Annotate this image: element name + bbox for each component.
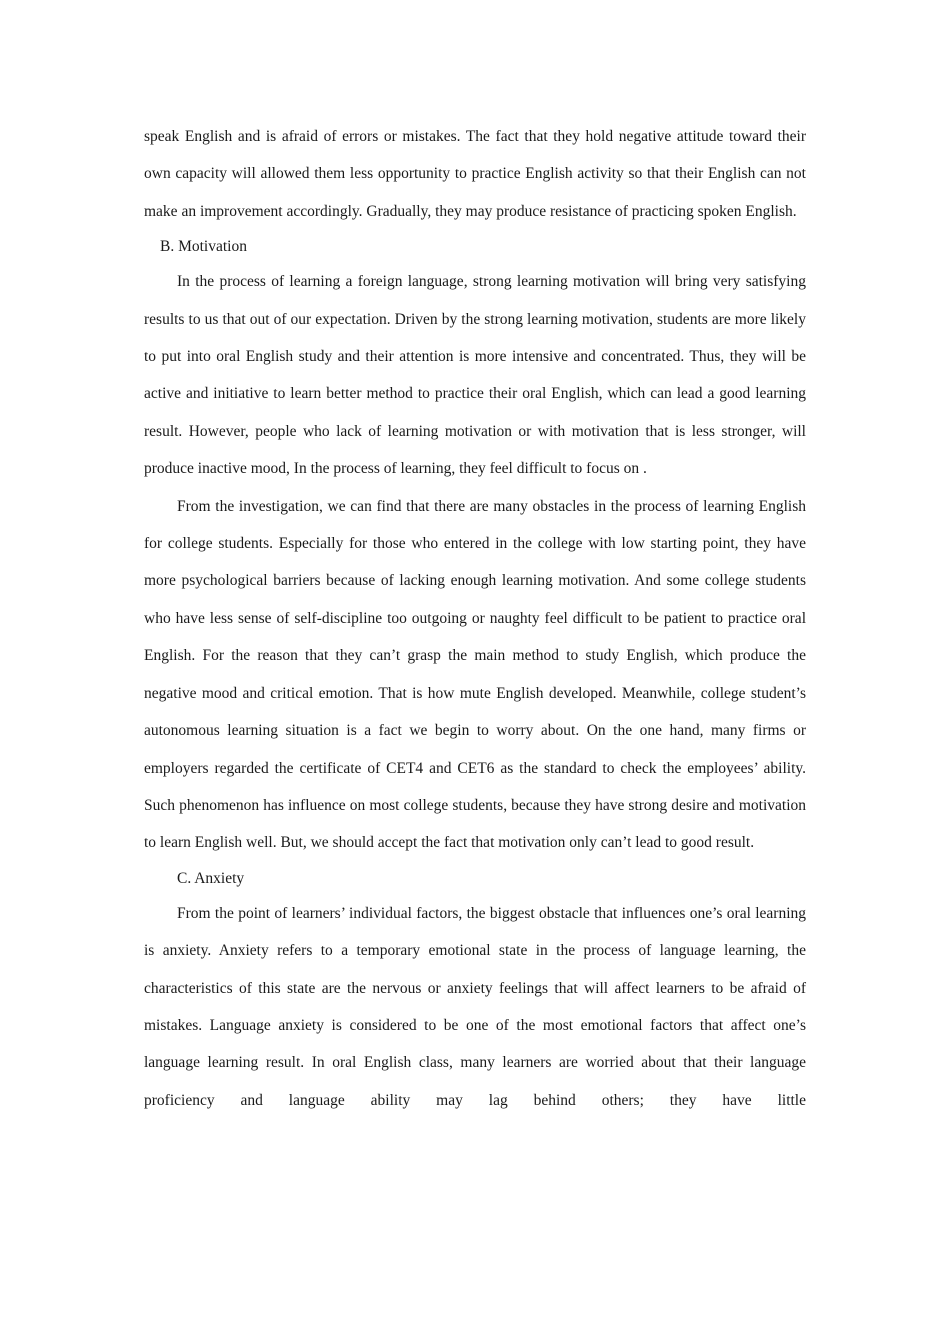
paragraph-investigation: From the investigation, we can find that there are many obstacles in the process of learning English for college students. Especially for those who entered in the college with low starting point, they have more psychological barriers because of lacking enough learning motivation. And some college students who have less sense of self-discipline too outgoing or naughty feel difficult to be patient to practice oral English. For the reason that they can’t grasp the main method to study English, which produce the negative mood and critical emotion. That is how mute English developed. Meanwhile, college student’s autonomous learning situation is a fact we begin to worry about. On the one hand, many firms or employers regarded the certificate of CET4 and CET6 as the standard to check the employees’ ability. Such phenomenon has influence on most college students, because they have strong desire and motivation to learn English well. But, we should accept the fact that motivation only can’t lead to good result. <box>144 497 806 852</box>
document-page <box>144 118 806 1119</box>
section-heading-anxiety: C. Anxiety <box>177 869 245 887</box>
paragraph-self-confidence-end: speak English and is afraid of errors or mistakes. The fact that they hold negative attitude toward their own capacity will allowed them less opportunity to practice English activity so that their English can not make an improvement accordingly. Gradually, they may produce resistance of practicing spoken English. <box>144 128 806 220</box>
section-heading-motivation: B. Motivation <box>160 238 247 256</box>
paragraph-motivation-intro: In the process of learning a foreign language, strong learning motivation will bring very satisfying results to us that out of our expectation. Driven by the strong learning motivation, students are more likely to put into oral English study and their attention is more intensive and concentrated. Thus, they will be active and initiative to learn better method to practice their oral English, which can lead a good learning result. However, people who lack of learning motivation or with motivation that is less stronger, will produce inactive mood, In the process of learning, they feel difficult to focus on . <box>144 273 806 478</box>
paragraph-anxiety: From the point of learners’ individual factors, the biggest obstacle that influences one’s oral learning is anxiety. Anxiety refers to a temporary emotional state in the process of language learning, the characteristics of this state are the nervous or anxiety feelings that will affect learners to be afraid of mistakes. Language anxiety is considered to be one of the most emotional factors that affect one’s language learning result. In oral English class, many learners are worried about that their language proficiency and language ability may lag behind others; they have little <box>144 904 806 1109</box>
